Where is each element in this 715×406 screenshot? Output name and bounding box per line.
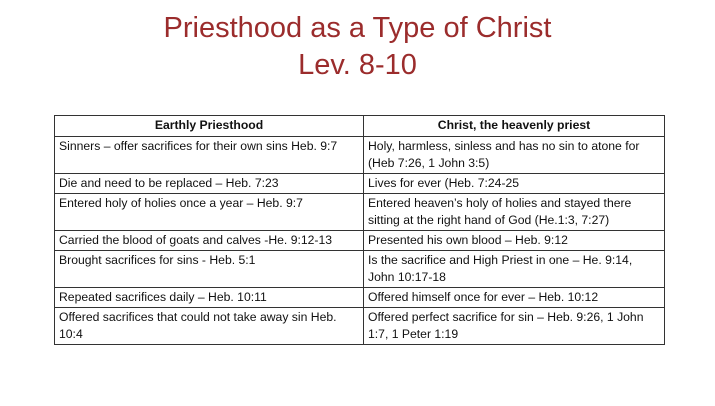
earthly-cell: Entered holy of holies once a year – Heb. 9:7 <box>55 194 364 231</box>
slide-title <box>0 10 715 84</box>
earthly-cell: Die and need to be replaced – Heb. 7:23 <box>55 174 364 194</box>
table-row <box>55 174 665 194</box>
christ-cell: Is the sacrifice and High Priest in one – He. 9:14, John 10:17-18 <box>364 251 665 288</box>
table-row <box>55 137 665 174</box>
earthly-cell: Sinners – offer sacrifices for their own sins Heb. 9:7 <box>55 137 364 174</box>
christ-cell: Offered himself once for ever – Heb. 10:12 <box>364 288 665 308</box>
earthly-cell: Offered sacrifices that could not take away sin Heb. 10:4 <box>55 308 364 345</box>
table-row <box>55 194 665 231</box>
earthly-cell: Repeated sacrifices daily – Heb. 10:11 <box>55 288 364 308</box>
header-christ-heavenly-priest: Christ, the heavenly priest <box>364 116 665 137</box>
table-row <box>55 288 665 308</box>
title-line-1: Priesthood as a Type of Christ <box>163 12 552 44</box>
header-earthly-priesthood: Earthly Priesthood <box>55 116 364 137</box>
christ-cell: Offered perfect sacrifice for sin – Heb. 9:26, 1 John 1:7, 1 Peter 1:19 <box>364 308 665 345</box>
comparison-table <box>54 115 665 345</box>
header-row <box>55 116 665 137</box>
christ-cell: Entered heaven’s holy of holies and stayed there sitting at the right hand of God (He.1:3, 7:27) <box>364 194 665 231</box>
title-line-2: Lev. 8-10 <box>298 49 417 81</box>
table-row <box>55 251 665 288</box>
table-row <box>55 308 665 345</box>
earthly-cell: Brought sacrifices for sins - Heb. 5:1 <box>55 251 364 288</box>
christ-cell: Holy, harmless, sinless and has no sin to atone for (Heb 7:26, 1 John 3:5) <box>364 137 665 174</box>
christ-cell: Lives for ever (Heb. 7:24-25 <box>364 174 665 194</box>
table-row <box>55 231 665 251</box>
earthly-cell: Carried the blood of goats and calves -He. 9:12-13 <box>55 231 364 251</box>
christ-cell: Presented his own blood – Heb. 9:12 <box>364 231 665 251</box>
